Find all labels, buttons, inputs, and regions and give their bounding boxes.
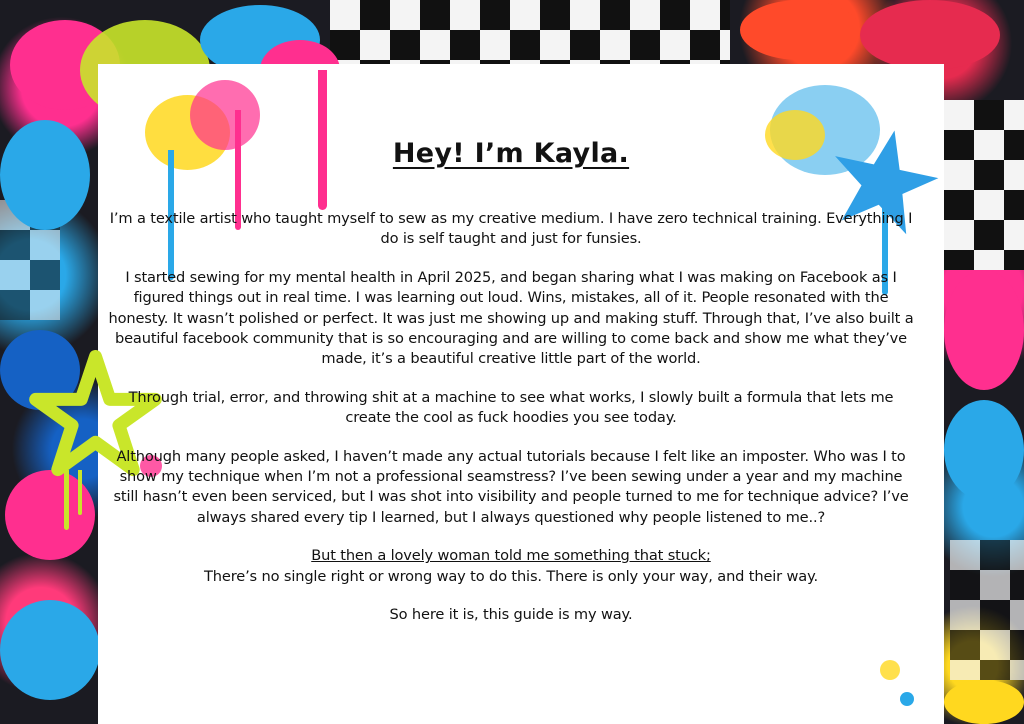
checkerboard-top — [330, 0, 730, 64]
paint-splat — [900, 692, 914, 706]
checkerboard-right — [944, 100, 1024, 270]
checkerboard-bottom-right — [950, 540, 1024, 680]
paint-splat — [880, 660, 900, 680]
page-title: Hey! I’m Kayla. — [392, 138, 630, 169]
intro-paragraph: I’m a textile artist who taught myself to sew as my creative medium. I have zero technical training. Everything I do is self taught and just for funsies. — [109, 210, 913, 248]
paint-drip — [78, 470, 82, 515]
paint-splat — [740, 0, 860, 60]
paint-splat — [0, 120, 90, 230]
quote-intro: But then a lovely woman told me something that stuck; — [311, 547, 711, 565]
document-body — [108, 138, 914, 644]
closing-line: So here it is, this guide is my way. — [389, 606, 633, 624]
paint-splat — [860, 0, 1000, 70]
paint-splat — [0, 600, 100, 700]
quote-text: There’s no single right or wrong way to do this. There is only your way, and their way. — [204, 567, 818, 585]
quote-block — [108, 546, 914, 587]
formula-paragraph: Through trial, error, and throwing shit at a machine to see what works, I slowly built a formula that lets me create the cool as fuck hoodies you see today. — [128, 388, 894, 427]
paint-splat — [944, 270, 1024, 390]
paint-drip — [64, 470, 69, 530]
paint-splat — [944, 680, 1024, 724]
paint-splat — [944, 400, 1024, 500]
story-paragraph: I started sewing for my mental health in April 2025, and began sharing what I was making on Facebook as I figured things out in real time. I was learning out loud. Wins, mistakes, all of it. People resonated with the honesty. It wasn’t polished or perfect. It was just me showing up and making stuff. Through that, I’ve also built a beautiful facebook community that is so encouraging and are willing to come back and show me what they’ve made, it’s a beautiful creative little part of the world. — [108, 268, 914, 368]
imposter-paragraph: Although many people asked, I haven’t made any actual tutorials because I felt like an imposter. Who was I to show my technique when I’m not a professional seamstress? I’ve been sewing under a year and my machine still hasn’t even been serviced, but I was shot into visibility and people turned to me for technique advice? I’ve always shared every tip I learned, but I always questioned why people listened to me..? — [113, 447, 909, 526]
